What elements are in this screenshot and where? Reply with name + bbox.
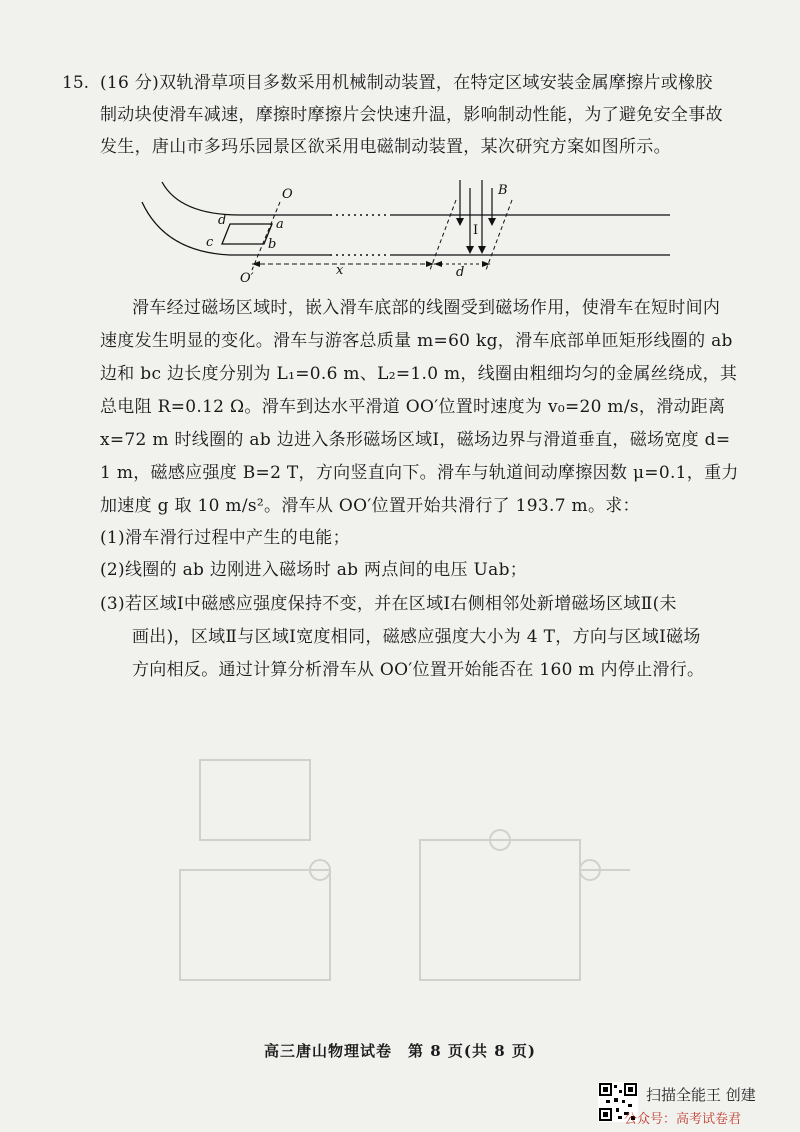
label-d: d [218, 213, 227, 228]
field-left-boundary [430, 200, 456, 270]
scanner-watermark: 扫描全能王 创建 [646, 1086, 756, 1104]
body-line-4: 总电阻 R=0.12 Ω。滑车到达水平滑道 OO′位置时速度为 v₀=20 m/s，滑动距离 [100, 397, 726, 417]
body-line-1: 滑车经过磁场区域时，嵌入滑车底部的线圈受到磁场作用，使滑车在短时间内 [132, 298, 721, 318]
body-line-7: 加速度 g 取 10 m/s²。滑车从 OO′位置开始共滑行了 193.7 m。求： [100, 496, 640, 516]
field-arrowhead-4 [488, 218, 496, 226]
page-footer: 高三唐山物理试卷 第 8 页(共 8 页) [264, 1042, 536, 1060]
body-line-2: 速度发生明显的变化。滑车与游客总质量 m=60 kg，滑车底部单匝矩形线圈的 ab [100, 331, 733, 351]
body-line-3: 边和 bc 边长度分别为 L₁=0.6 m、L₂=1.0 m，线圈由粗细均匀的金属丝绕成，其 [100, 364, 738, 384]
track-lower-rail [142, 202, 560, 255]
setup-diagram [140, 180, 700, 290]
label-b: b [268, 237, 277, 252]
body-line-5: x=72 m 时线圈的 ab 边进入条形磁场区域Ⅰ，磁场边界与滑道垂直，磁场宽度 d= [100, 430, 731, 450]
x-arrow-left [252, 261, 260, 267]
bleed-through-circuits [160, 740, 640, 1030]
label-B: B [498, 183, 508, 198]
intro-line-2: 制动块使滑车减速，摩擦时摩擦片会快速升温，影响制动性能，为了避免安全事故 [100, 105, 723, 125]
sub-question-3-line-2: 画出)，区域Ⅱ与区域Ⅰ宽度相同，磁感应强度大小为 4 T，方向与区域Ⅰ磁场 [132, 627, 701, 647]
label-x: x [336, 263, 344, 278]
label-O: O [282, 187, 293, 202]
sub-question-3-line-3: 方向相反。通过计算分析滑车从 OO′位置开始能否在 160 m 内停止滑行。 [132, 660, 705, 680]
label-width-d: d [456, 265, 465, 280]
field-arrowhead-2 [466, 246, 474, 254]
sub-question-2: (2)线圈的 ab 边刚进入磁场时 ab 两点间的电压 Uab； [100, 560, 528, 580]
oo-prime-line [252, 202, 280, 270]
d-arrow-left [434, 261, 442, 267]
intro-line-1: (16 分)双轨滑草项目多数采用机械制动装置，在特定区域安装金属摩擦片或橡胶 [100, 73, 713, 93]
label-region-I: Ⅰ [473, 223, 479, 238]
coil-abcd [222, 224, 272, 244]
label-O-prime: O′ [240, 271, 254, 286]
track-upper-rail [162, 182, 670, 215]
label-c: c [206, 235, 214, 250]
field-right-boundary [486, 200, 512, 270]
body-line-6: 1 m，磁感应强度 B=2 T，方向竖直向下。滑车与轨道间动摩擦因数 μ=0.1，重力 [100, 463, 739, 483]
sub-question-3-line-1: (3)若区域Ⅰ中磁感应强度保持不变，并在区域Ⅰ右侧相邻处新增磁场区域Ⅱ(未 [100, 594, 677, 614]
question-number: 15. [62, 73, 90, 93]
field-arrowhead-1 [456, 218, 464, 226]
sub-question-1: (1)滑车滑行过程中产生的电能； [100, 528, 350, 548]
field-arrowhead-3 [478, 246, 486, 254]
label-a: a [276, 217, 284, 232]
wechat-watermark: 公众号：高考试卷君 [624, 1112, 742, 1127]
intro-line-3: 发生，唐山市多玛乐园景区欲采用电磁制动装置，某次研究方案如图所示。 [100, 137, 671, 157]
